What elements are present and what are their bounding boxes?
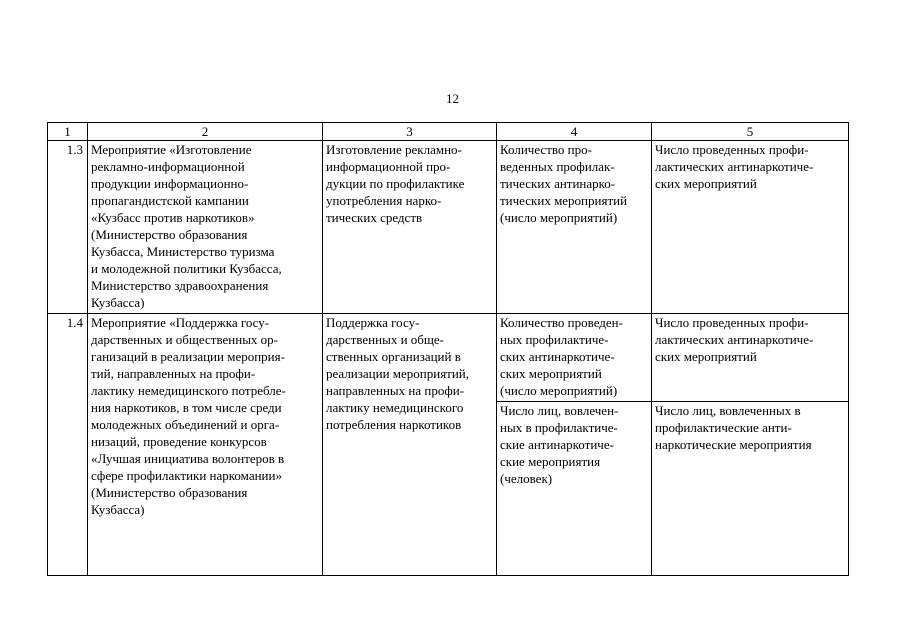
header-cell-1: 1 xyxy=(48,123,88,141)
table-row xyxy=(48,314,849,402)
indicator-text: Число лиц, вовлечен- ных в профилактиче- ские антинаркотиче- ские мероприятия (человек) xyxy=(500,403,619,486)
result-cell xyxy=(652,141,849,314)
indicator-text: Количество проведен- ных профилактиче- ских антинаркотиче- ских мероприятий (число мероприятий) xyxy=(500,315,623,398)
header-cell-5: 5 xyxy=(652,123,849,141)
header-cell-4: 4 xyxy=(497,123,652,141)
indicator-text: Количество про- веденных профилак- тических антинарко- тических мероприятий (число мероприятий) xyxy=(500,142,628,225)
table-row xyxy=(48,141,849,314)
event-cell xyxy=(88,141,323,314)
result-text: Число проведенных профи- лактических антинаркотиче- ских мероприятий xyxy=(655,315,814,364)
result-cell xyxy=(652,314,849,402)
page-number: 12 xyxy=(446,91,459,106)
indicator-cell xyxy=(497,314,652,402)
document-table xyxy=(47,122,849,576)
content-text: Изготовление рекламно- информационной про- дукции по профилактике употребления нарко- тических средств xyxy=(326,142,465,225)
result-cell xyxy=(652,402,849,576)
header-cell-3: 3 xyxy=(323,123,497,141)
indicator-cell xyxy=(497,402,652,576)
content-text: Поддержка госу- дарственных и обще- ственных организаций в реализации мероприятий, направленных на профи- лактику немедицинского потребления наркотиков xyxy=(326,315,470,432)
result-text: Число проведенных профи- лактических антинаркотиче- ских мероприятий xyxy=(655,142,814,191)
content-cell xyxy=(323,141,497,314)
event-text: Мероприятие «Изготовление рекламно-информационной продукции информационно- пропагандистской кампании «Кузбасс против наркотиков» (Министерство образования Кузбасса, Министерство туризма и молодежной политики Кузбасса, Министерство здравоохранения Кузбасса) xyxy=(91,142,282,310)
event-cell xyxy=(88,314,323,576)
result-text: Число лиц, вовлеченных в профилактические анти- наркотические мероприятия xyxy=(655,403,812,452)
content-cell xyxy=(323,314,497,576)
event-text: Мероприятие «Поддержка госу- дарственных и общественных ор- ганизаций в реализации мероприя- тий, направленных на профи- лактику немедицинского потребле- ния наркотиков, в том числе среди молодежных объединений и орга- низаций, проведение конкурсов «Лучшая инициатива волонтеров в сфере профилактики наркомании» (Министерство образования Кузбасса) xyxy=(91,315,286,517)
row-number: 1.3 xyxy=(48,141,88,314)
row-number: 1.4 xyxy=(48,314,88,576)
table-header-row xyxy=(48,123,849,141)
indicator-cell xyxy=(497,141,652,314)
header-cell-2: 2 xyxy=(88,123,323,141)
